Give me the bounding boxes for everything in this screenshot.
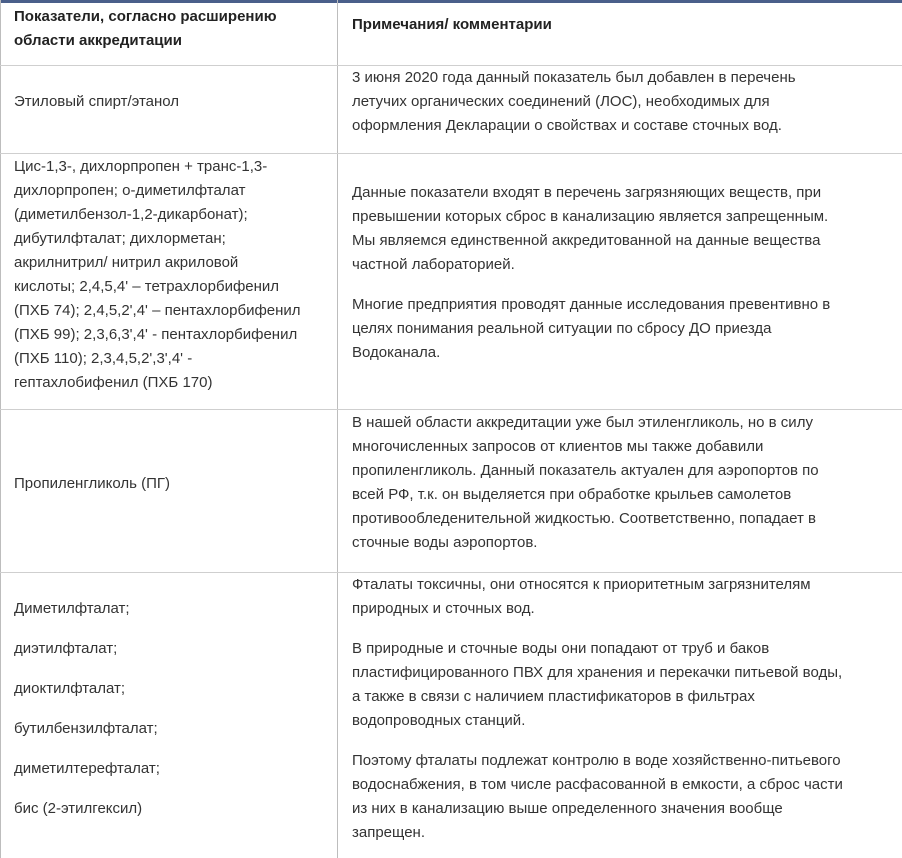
note-paragraph: [352, 573, 897, 621]
note-line: противообледенительной жидкостью. Соответственно, попадает в: [352, 510, 816, 527]
header-notes-text: Примечания/ комментарии: [352, 16, 552, 33]
note-line: Водоканала.: [352, 344, 441, 361]
indicator-line: кислоты; 2,4,5,4' – тетрахлорбифенил: [14, 278, 280, 295]
note-line: Поэтому фталаты подлежат контролю в воде хозяйственно-питьевого: [352, 752, 841, 769]
header-indicators-line: области аккредитации: [14, 32, 182, 49]
note-line: запрещен.: [352, 824, 425, 841]
note-line: водопроводных станций.: [352, 712, 526, 729]
row-2-notes: [352, 181, 897, 365]
note-paragraph: [352, 411, 897, 555]
note-line: целях понимания реальной ситуации по сбросу ДО приезда: [352, 320, 772, 337]
indicator-line: (диметилбензол-1,2-дикарбонат);: [14, 206, 248, 223]
indicator-line: Пропиленгликоль (ПГ): [14, 475, 170, 492]
note-line: всей РФ, т.к. он выделяется при обработке крыльев самолетов: [352, 486, 792, 503]
indicator-line: Этиловый спирт/этанол: [14, 93, 180, 110]
indicator-line: дибутилфталат; дихлорметан;: [14, 230, 226, 247]
note-paragraph: [352, 181, 897, 277]
indicator-line: (ПХБ 99); 2,3,6,3',4' - пентахлорбифенил: [14, 326, 298, 343]
header-indicators: [14, 5, 334, 53]
note-line: Многие предприятия проводят данные исследования превентивно в: [352, 296, 831, 313]
note-line: Данные показатели входят в перечень загрязняющих веществ, при: [352, 184, 822, 201]
note-line: летучих органических соединений (ЛОС), необходимых для: [352, 93, 770, 110]
indicator-line: акрилнитрил/ нитрил акриловой: [14, 254, 239, 271]
column-divider: [337, 0, 338, 858]
note-line: природных и сточных вод.: [352, 600, 535, 617]
indicator-line: гептахлобифенил (ПХБ 170): [14, 374, 213, 391]
row-divider: [0, 153, 902, 154]
note-line: пластифицированного ПВХ для хранения и перекачки питьевой воды,: [352, 664, 843, 681]
indicator-line: бис (2-этилгексил): [14, 800, 143, 817]
indicator-line: дихлорпропен; о-диметилфталат: [14, 182, 246, 199]
note-line: Фталаты токсичны, они относятся к приоритетным загрязнителям: [352, 576, 811, 593]
note-paragraph: [352, 749, 897, 845]
table-border-left: [0, 0, 1, 858]
header-indicators-line: Показатели, согласно расширению: [14, 8, 277, 25]
indicator-line: диэтилфталат;: [14, 640, 118, 657]
row-1-notes: [352, 66, 897, 138]
note-line: многочисленных запросов от клиентов мы также добавили: [352, 438, 764, 455]
indicator-line: Диметилфталат;: [14, 600, 130, 617]
row-divider: [0, 409, 902, 410]
indicator-line: Цис-1,3-, дихлорпропен + транс-1,3-: [14, 158, 268, 175]
note-line: превышении которых сброс в канализацию является запрещенным.: [352, 208, 829, 225]
note-line: из них в канализацию выше определенного значения вообще: [352, 800, 783, 817]
indicator-line: бутилбензилфталат;: [14, 720, 158, 737]
note-line: оформления Декларации о свойствах и составе сточных вод.: [352, 117, 782, 134]
row-2-indicator: [14, 155, 336, 395]
indicator-line: (ПХБ 74); 2,4,5,2',4' – пентахлорбифенил: [14, 302, 301, 319]
note-paragraph: [352, 293, 897, 365]
row-3-notes: [352, 411, 897, 555]
row-1-indicator: [14, 90, 334, 114]
note-paragraph: [352, 66, 897, 138]
note-line: сточные воды аэропортов.: [352, 534, 538, 551]
note-line: Мы являемся единственной аккредитованной на данные вещества: [352, 232, 821, 249]
note-line: частной лабораторией.: [352, 256, 515, 273]
indicator-line: диоктилфталат;: [14, 680, 126, 697]
row-4-notes: [352, 573, 897, 845]
note-line: а также в связи с наличием пластификаторов в фильтрах: [352, 688, 755, 705]
note-line: пропиленгликоль. Данный показатель актуален для аэропортов по: [352, 462, 819, 479]
indicator-line: (ПХБ 110); 2,3,4,5,2',3',4' -: [14, 350, 193, 367]
note-line: В нашей области аккредитации уже был этиленгликоль, но в силу: [352, 414, 813, 431]
row-3-indicator: [14, 472, 334, 496]
note-line: водоснабжения, в том числе расфасованной в емкости, а сброс части: [352, 776, 843, 793]
note-paragraph: [352, 637, 897, 733]
note-line: В природные и сточные воды они попадают от труб и баков: [352, 640, 770, 657]
row-4-indicator: [14, 597, 334, 821]
note-line: 3 июня 2020 года данный показатель был добавлен в перечень: [352, 69, 796, 86]
header-notes: [352, 13, 892, 37]
indicator-line: диметилтерефталат;: [14, 760, 160, 777]
